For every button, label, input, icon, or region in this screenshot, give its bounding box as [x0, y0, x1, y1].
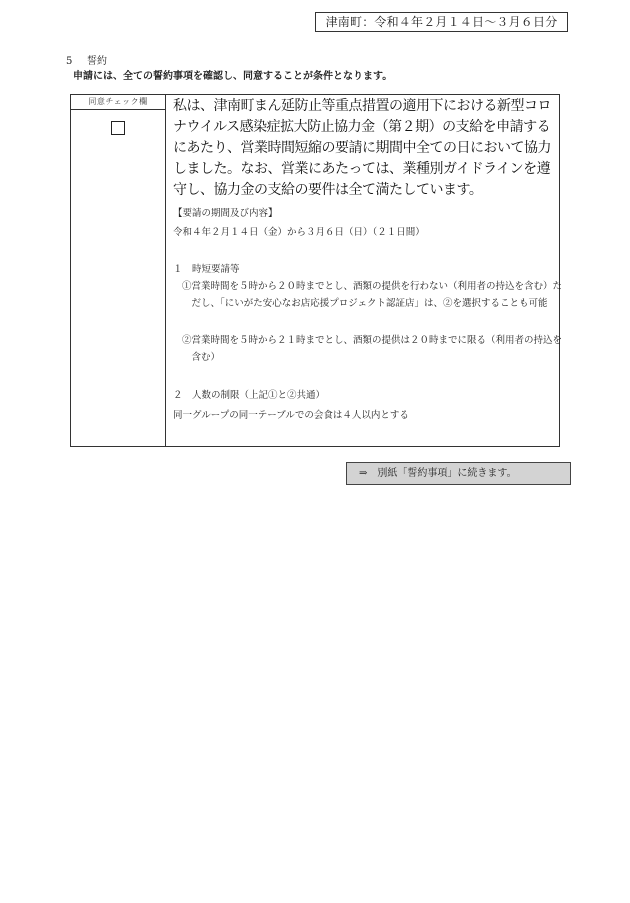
period-text: 令和４年２月１４日（金）から３月６日（日）（２１日間）	[173, 227, 425, 238]
section-label: 誓約	[87, 56, 107, 67]
column-divider	[165, 95, 166, 446]
pledge-table	[70, 94, 563, 447]
continue-note: ⇒ 別紙「誓約事項」に続きます。	[346, 462, 571, 485]
period-heading: 【要請の期間及び内容】	[173, 208, 278, 219]
consent-checkbox[interactable]	[111, 121, 125, 135]
item2-heading: ２ 人数の制限（上記①と②共通）	[173, 390, 326, 401]
section-number: 5	[66, 56, 73, 67]
item1-option-b: ②営業時間を５時から２１時までとし、酒類の提供は２０時までに限る（利用者の持込を含む）	[182, 335, 563, 363]
item2-text: 同一グループの同一テーブルでの会食は４人以内とする	[173, 410, 409, 421]
item1-heading: １ 時短要請等	[173, 264, 240, 275]
condition-text: 申請には、全ての誓約事項を確認し、同意することが条件となります。	[73, 71, 393, 82]
pledge-statement: 私は、津南町まん延防止等重点措置の適用下における新型コロナウイルス感染症拡大防止協力金（第２期）の支給を申請するにあたり、営業時間短縮の要請に期間中全ての日において協力しました。なお、営業にあたっては、業種別ガイドラインを遵守し、協力金の支給の要件は全て満たしています。	[173, 98, 551, 198]
item1-option-a: ①営業時間を５時から２０時までとし、酒類の提供を行わない（利用者の持込を含む）ただし、「にいがた安心なお店応援プロジェクト認証店」は、②を選択することも可能	[182, 281, 563, 309]
section-title	[66, 56, 107, 68]
consent-check-header: 同意チェック欄	[71, 95, 165, 110]
period-header: 津南町：令和４年２月１４日～３月６日分	[315, 12, 568, 32]
